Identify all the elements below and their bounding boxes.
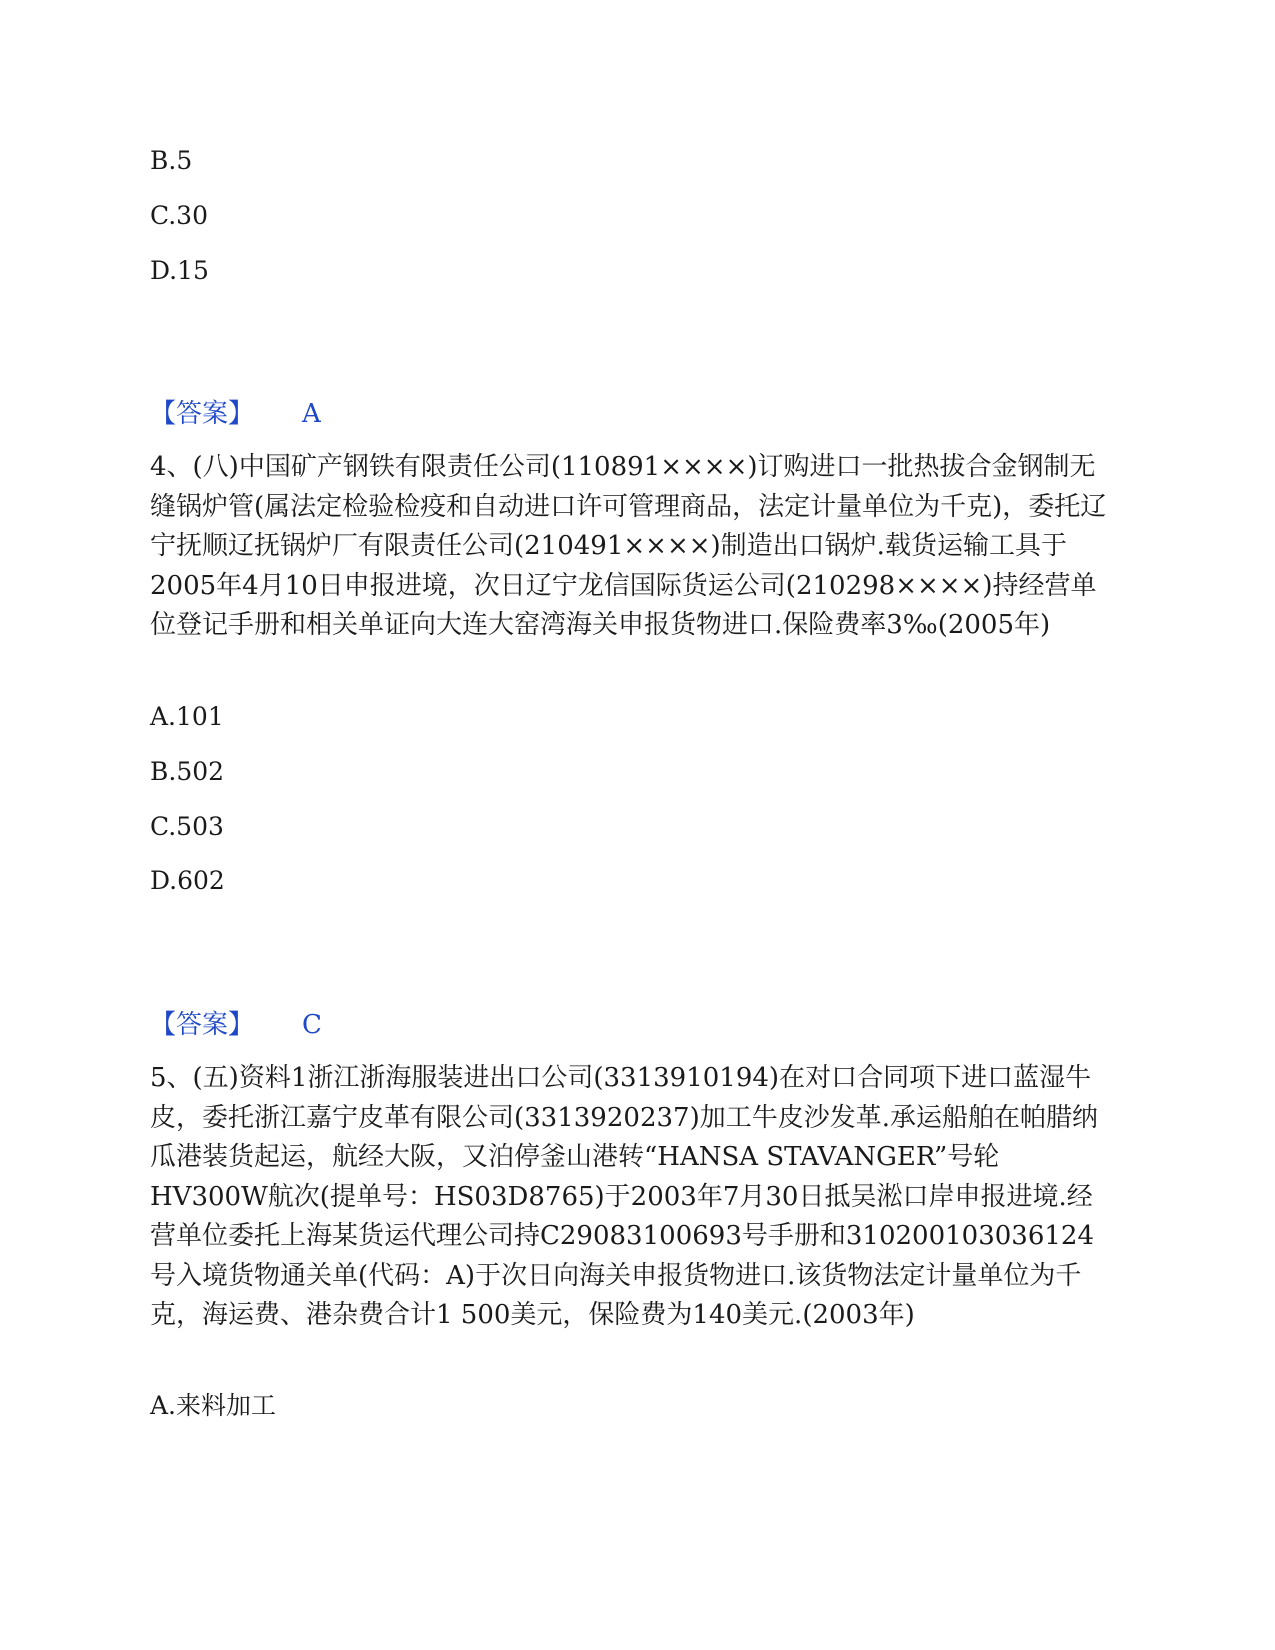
question-4-text: 4、(八)中国矿产钢铁有限责任公司(110891××××)订购进口一批热拔合金钢制无缝锅炉管(属法定检验检疫和自动进口许可管理商品，法定计量单位为千克)，委托辽宁抚顺辽抚锅炉厂有限责任公司(210491××××)制造出口锅炉.载货运输工具于2005年4月10日申报进境，次日辽宁龙信国际货运公司(210298××××)持经营单位登记手册和相关单证向大连大窑湾海关申报货物进口.保险费率3‰(2005年) [150,452,1107,640]
option-d: D.602 [150,866,225,895]
option-a: A.来料加工 [150,1391,277,1420]
option-b: B.5 [150,146,193,175]
option-c: C.30 [150,201,208,230]
answer-line [150,399,321,429]
answer-value: C [302,1010,322,1040]
answer-label: 【答案】 [150,399,255,429]
answer-value: A [302,399,321,429]
option-a: A.101 [150,702,224,731]
option-b: B.502 [150,757,225,786]
option-c: C.503 [150,812,224,841]
answer-label: 【答案】 [150,1010,255,1040]
question-5-text: 5、(五)资料1浙江浙海服装进出口公司(3313910194)在对口合同项下进口蓝湿牛皮，委托浙江嘉宁皮革有限公司(3313920237)加工牛皮沙发革.承运船舶在帕腊纳瓜港装货起运，航经大阪，又泊停釜山港转“HANSA STAVANGER”号轮HV300W航次(提单号：HS03D8765)于2003年7月30日抵吴淞口岸申报进境.经营单位委托上海某货运代理公司持C29083100693号手册和310200103036124号入境货物通关单(代码：A)于次日向海关申报货物进口.该货物法定计量单位为千克，海运费、港杂费合计1 500美元，保险费为140美元.(2003年) [150,1063,1098,1330]
answer-line [150,1010,322,1040]
option-d: D.15 [150,256,209,285]
